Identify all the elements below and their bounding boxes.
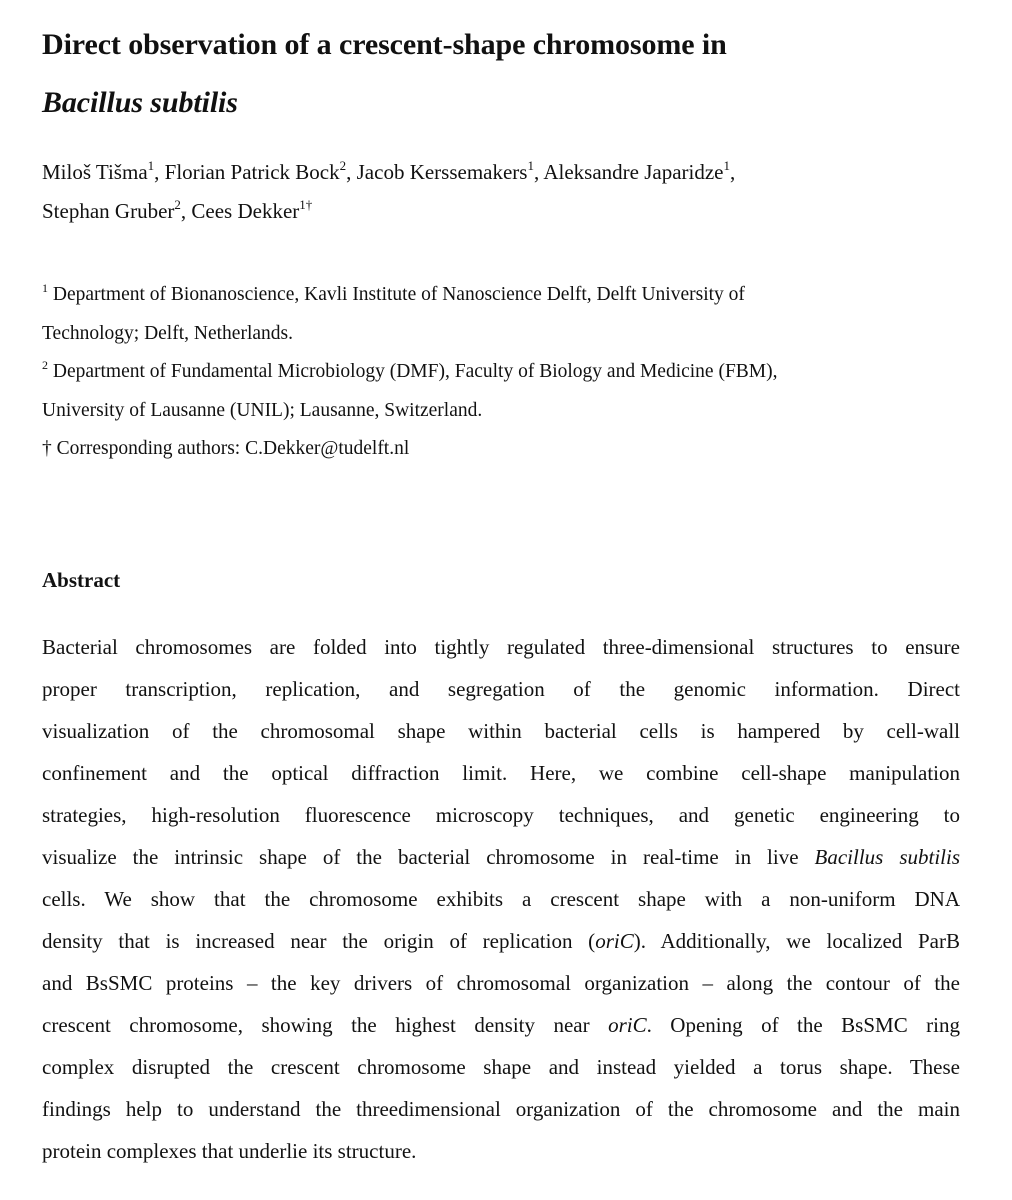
- author-line-2: Stephan Gruber$^2$, Cees Dekker$^{1\dagger}$: [42, 197, 313, 223]
- abstract-line: protein complexes that underlie its structure.: [42, 1139, 417, 1163]
- abstract-body: [42, 626, 960, 1172]
- abstract-text: visualize the intrinsic shape of the bacterial chromosome in real-time in live: [42, 845, 799, 869]
- corresponding-author: † Corresponding authors: C.Dekker@tudelft.nl: [42, 438, 410, 459]
- abstract-line: [42, 1004, 960, 1046]
- author-name: Jacob Kerssemakers: [356, 160, 528, 184]
- affiliation-list: [42, 276, 962, 469]
- author-name: Stephan Gruber: [42, 199, 175, 223]
- affiliation-1-line-1: [42, 276, 962, 315]
- affiliation-2-line-1: [42, 353, 962, 392]
- gene-name: oriC: [608, 1013, 647, 1037]
- abstract-line: [42, 920, 960, 962]
- paper-title: [42, 16, 962, 132]
- author-affiliation-mark: 2: [174, 197, 181, 212]
- author-affiliation-mark: 2: [339, 158, 347, 173]
- abstract-line: visualization of the chromosomal shape within bacterial cells is hampered by cell-wall: [42, 719, 960, 743]
- abstract-text: ). Additionally, we localized ParB: [633, 929, 960, 953]
- gene-name: oriC: [595, 929, 634, 953]
- author-list: [42, 153, 962, 231]
- title-line-1: Direct observation of a crescent-shape chromosome in: [42, 28, 727, 61]
- affiliation-mark: 1: [42, 280, 48, 295]
- author-line-1: Miloš Tišma$^1$, Florian Patrick Bock$^2$, Jacob Kerssemakers$^1$, Aleksandre Japaridze$^1$,: [42, 158, 736, 184]
- author-name: Florian Patrick Bock: [164, 160, 340, 184]
- abstract-line: [42, 836, 960, 878]
- author-name: Aleksandre Japaridze: [543, 160, 724, 184]
- affiliation-mark: 2: [42, 357, 48, 372]
- affiliation-text: Department of Fundamental Microbiology (DMF), Faculty of Biology and Medicine (FBM),: [52, 361, 778, 382]
- affiliation-2-line-2: University of Lausanne (UNIL); Lausanne, Switzerland.: [42, 399, 483, 421]
- author-affiliation-mark: 1: [147, 158, 155, 173]
- author-affiliation-mark: 1: [723, 158, 730, 173]
- abstract-line: confinement and the optical diffraction limit. Here, we combine cell-shape manipulation: [42, 761, 960, 785]
- abstract-heading: Abstract: [42, 568, 121, 592]
- abstract-text: crescent chromosome, showing the highest density near: [42, 1013, 590, 1037]
- author-name: Miloš Tišma: [42, 160, 148, 184]
- author-affiliation-mark: 1: [527, 158, 534, 173]
- affiliation-1-line-2: Technology; Delft, Netherlands.: [42, 322, 293, 344]
- abstract-text: . Opening of the BsSMC ring: [646, 1013, 960, 1037]
- author-affiliation-mark: 1†: [299, 197, 313, 212]
- species-name: Bacillus subtilis: [814, 845, 960, 869]
- affiliation-text: Department of Bionanoscience, Kavli Institute of Nanoscience Delft, Delft University of: [52, 284, 745, 305]
- abstract-line: Bacterial chromosomes are folded into tightly regulated three-dimensional structures to ensure: [42, 635, 960, 659]
- abstract-line: and BsSMC proteins – the key drivers of chromosomal organization – along the contour of the: [42, 971, 960, 995]
- abstract-line: proper transcription, replication, and segregation of the genomic information. Direct: [42, 677, 960, 701]
- abstract-line: cells. We show that the chromosome exhibits a crescent shape with a non-uniform DNA: [42, 887, 960, 911]
- title-line-2: Bacillus subtilis: [42, 86, 238, 119]
- abstract-line: findings help to understand the threedimensional organization of the chromosome and the main: [42, 1097, 960, 1121]
- author-name: Cees Dekker: [191, 199, 300, 223]
- abstract-text: density that is increased near the origin of replication (: [42, 929, 596, 953]
- abstract-line: complex disrupted the crescent chromosome shape and instead yielded a torus shape. These: [42, 1055, 960, 1079]
- abstract-line: strategies, high-resolution fluorescence microscopy techniques, and genetic engineering to: [42, 803, 960, 827]
